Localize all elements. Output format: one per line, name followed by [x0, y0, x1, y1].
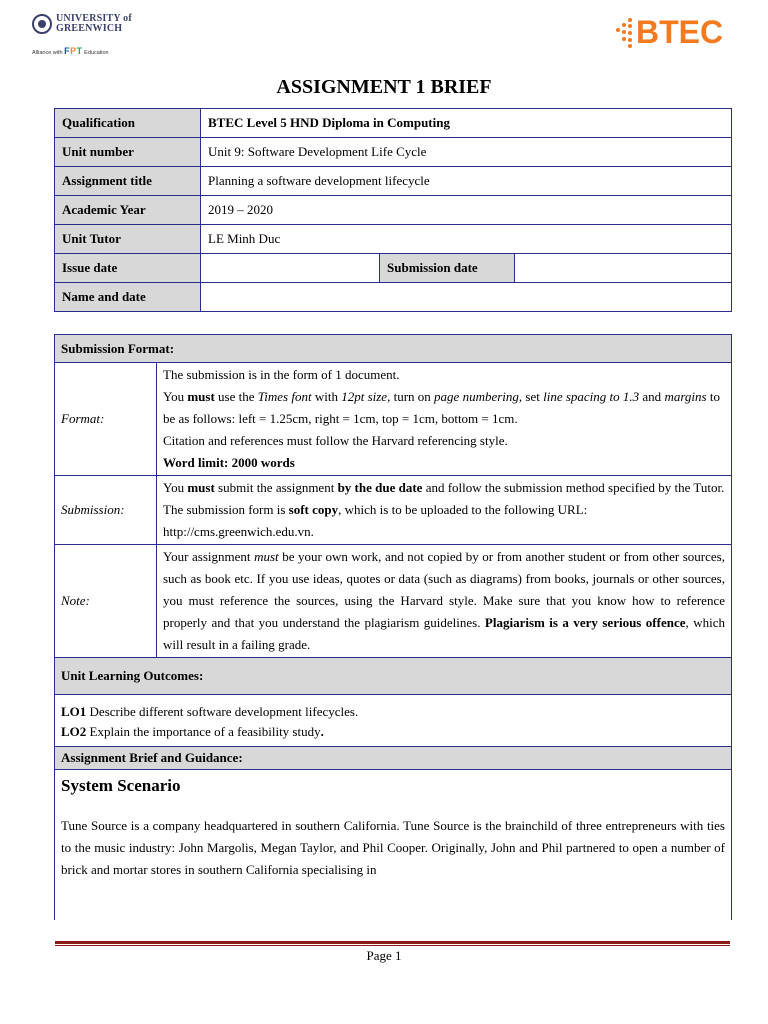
table-row — [55, 545, 732, 658]
issue-date-label: Issue date — [55, 254, 201, 283]
academic-year-value: 2019 – 2020 — [201, 196, 732, 225]
list-item: LO2 Explain the importance of a feasibility study. — [61, 724, 324, 739]
btec-logo — [612, 16, 752, 52]
assignment-title-value: Planning a software development lifecycle — [201, 167, 732, 196]
table-row — [55, 138, 732, 167]
table-row — [55, 695, 732, 747]
name-and-date-label: Name and date — [55, 283, 201, 312]
table-row — [55, 658, 732, 695]
note-label: Note: — [55, 545, 157, 658]
btec-wordmark: BTEC — [636, 14, 724, 50]
qualification-value: BTEC Level 5 HND Diploma in Computing — [201, 109, 732, 138]
page-header — [0, 0, 768, 70]
name-and-date-value[interactable] — [201, 283, 732, 312]
note-text: Your assignment must be your own work, and not copied by or from another student or from other sources, such as book etc. If you use ideas, quotes or data (such as diagrams) from books, journals or other sources, you must reference the sources, using the Harvard style. Make sure that you know how to reference properly and that you understand the plagiarism guidelines. Plagiarism is a very serious offence, which will result in a failing grade. — [157, 545, 732, 658]
table-row — [55, 167, 732, 196]
fpt-logo: FPT — [64, 46, 83, 56]
assignment-title-label: Assignment title — [55, 167, 201, 196]
table-row — [55, 254, 732, 283]
table-row — [55, 109, 732, 138]
footer-rule-thin — [55, 945, 730, 946]
university-crest-icon — [32, 14, 52, 34]
qualification-label: Qualification — [55, 109, 201, 138]
btec-dots-icon — [612, 18, 636, 46]
unit-number-value: Unit 9: Software Development Life Cycle — [201, 138, 732, 167]
submission-text: You must submit the assignment by the due date and follow the submission method specified by the Tutor. The submission form is soft copy, which is to be uploaded to the following URL: http://cms.greenwich.edu.vn. — [157, 476, 732, 545]
brief-guidance-header: Assignment Brief and Guidance: — [55, 747, 732, 770]
unit-tutor-value: LE Minh Duc — [201, 225, 732, 254]
university-of-greenwich-logo — [32, 14, 142, 64]
submission-section — [54, 334, 734, 920]
word-limit: Word limit: 2000 words — [163, 455, 295, 470]
table-row — [55, 476, 732, 545]
footer-rule — [55, 941, 730, 944]
alliance-suffix: Education — [84, 50, 109, 56]
learning-outcomes-header: Unit Learning Outcomes: — [55, 658, 732, 695]
table-row — [55, 196, 732, 225]
table-row — [55, 283, 732, 312]
university-name-line1: UNIVERSITY of — [56, 13, 132, 24]
format-text: The submission is in the form of 1 document. You must use the Times font with 12pt size, turn on page numbering, set line spacing to 1.3 and margins to be as follows: left = 1.25cm, right = 1cm, top = 1cm, bottom = 1cm. Citation and references must follow the Harvard referencing style. Word limit: 2000 words — [157, 363, 732, 476]
page-title: ASSIGNMENT 1 BRIEF — [276, 76, 492, 98]
table-row — [55, 363, 732, 476]
alliance-prefix: Alliance with — [32, 50, 63, 56]
learning-outcomes-list — [55, 695, 732, 747]
submission-date-label: Submission date — [380, 254, 515, 283]
submission-table — [54, 334, 732, 920]
assignment-info-table — [54, 108, 732, 312]
scenario-title: System Scenario — [61, 776, 181, 795]
university-name-line2: GREENWICH — [56, 23, 123, 34]
academic-year-label: Academic Year — [55, 196, 201, 225]
table-row — [55, 747, 732, 770]
submission-label: Submission: — [55, 476, 157, 545]
unit-number-label: Unit number — [55, 138, 201, 167]
issue-date-value[interactable] — [201, 254, 380, 283]
table-row — [55, 225, 732, 254]
submission-format-header: Submission Format: — [55, 335, 732, 363]
format-label: Format: — [55, 363, 157, 476]
table-row — [55, 335, 732, 363]
alliance-text — [32, 46, 109, 56]
scenario-cell — [55, 770, 732, 921]
table-row — [55, 770, 732, 921]
list-item: LO1 Describe different software development lifecycles. — [61, 704, 359, 719]
unit-tutor-label: Unit Tutor — [55, 225, 201, 254]
scenario-text: Tune Source is a company headquartered in southern California. Tune Source is the brainchild of three entrepreneurs with ties to the music industry: John Margolis, Megan Taylor, and Phil Cooper. Originally, John and Phil partnered to open a number of brick and mortar stores in southern California specialising in — [61, 818, 725, 877]
page-number: Page 1 — [366, 948, 402, 963]
submission-date-value[interactable] — [515, 254, 732, 283]
